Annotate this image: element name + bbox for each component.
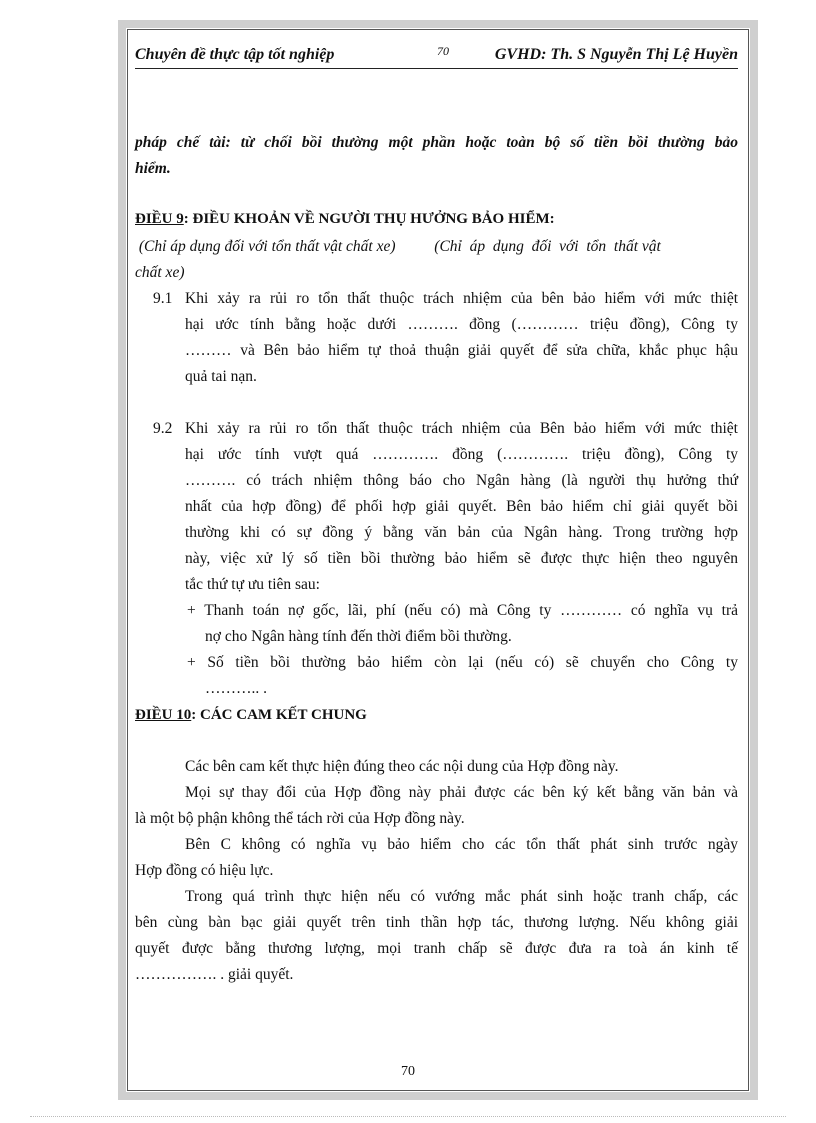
border-shadow-left [118, 20, 126, 1100]
article-10-para-2-line-1: Mọi sự thay đổi của Hợp đồng này phải được các bên ký kết bằng văn bản và [185, 784, 738, 801]
header-supervisor: GVHD: Th. S Nguyễn Thị Lệ Huyền [494, 46, 738, 63]
item-9-2-line-3: ………. có trách nhiệm thông báo cho Ngân hàng (là người thụ hưởng thứ [185, 472, 738, 489]
bullet-1-line-2: nợ cho Ngân hàng tính đến thời điểm bồi thường. [205, 628, 512, 645]
item-9-1-line-4: quả tai nạn. [185, 368, 257, 385]
article-9-note-line-2: chất xe) [135, 264, 185, 281]
article-10-label: ĐIỀU 10 [135, 707, 192, 723]
item-9-1-line-1: Khi xảy ra rủi ro tổn thất thuộc trách nhiệm của bên bảo hiểm với mức thiệt [185, 290, 738, 307]
intro-line-1: pháp chế tài: từ chối bồi thường một phần hoặc toàn bộ số tiền bồi thường bảo [135, 134, 738, 151]
article-10-para-1: Các bên cam kết thực hiện đúng theo các nội dung của Hợp đồng này. [185, 758, 619, 775]
article-9-label: ĐIỀU 9 [135, 211, 184, 227]
article-10-para-2-line-2: là một bộ phận không thể tách rời của Hợp đồng này. [135, 810, 465, 827]
item-9-2-line-7: tắc thứ tự ưu tiên sau: [185, 576, 320, 593]
bullet-2-line-2: ……….. . [205, 680, 267, 697]
article-10-para-4-line-1: Trong quá trình thực hiện nếu có vướng mắc phát sinh hoặc tranh chấp, các [185, 888, 738, 905]
item-9-2-line-2: hại ước tính vượt quá …………. đồng (…………. triệu đồng), Công ty [185, 446, 738, 463]
item-9-1-line-3: ……… và Bên bảo hiểm tự thoả thuận giải quyết để sửa chữa, khắc phục hậu [185, 342, 738, 359]
header-title: Chuyên đề thực tập tốt nghiệp [135, 46, 335, 63]
article-10-para-3-line-1: Bên C không có nghĩa vụ bảo hiểm cho các tổn thất phát sinh trước ngày [185, 836, 738, 853]
article-10-para-4-line-4: ……………. . giải quyết. [135, 966, 294, 983]
item-9-2-line-4: nhất của hợp đồng) để phối hợp giải quyết. Bên bảo hiểm chỉ giải quyết bồi [185, 498, 738, 515]
article-10-title: : CÁC CAM KẾT CHUNG [191, 707, 367, 723]
bullet-2-line-1: + Số tiền bồi thường bảo hiểm còn lại (nếu có) sẽ chuyển cho Công ty [187, 654, 738, 671]
header-page-number: 70 [437, 44, 449, 58]
running-header [135, 44, 738, 68]
item-9-1-number: 9.1 [153, 290, 173, 307]
intro-line-2: hiểm. [135, 160, 171, 177]
footer-page-number: 70 [401, 1064, 415, 1079]
page-break-dotted-line [30, 1116, 786, 1117]
border-shadow-bottom [118, 1092, 758, 1100]
header-rule [135, 68, 738, 69]
item-9-2-line-5: thường khi có sự đồng ý bằng văn bản của Ngân hàng. Trong trường hợp [185, 524, 738, 541]
item-9-2-line-1: Khi xảy ra rủi ro tổn thất thuộc trách nhiệm của Bên bảo hiểm với mức thiệt [185, 420, 738, 437]
article-9-note-line-1: (Chỉ áp dụng đối với tổn thất vật chất xe) (Chỉ áp dụng đối với tổn thất vật [135, 238, 661, 255]
article-10-para-4-line-2: bên cùng bàn bạc giải quyết trên tinh thần hợp tác, thương lượng. Nếu không giải [135, 914, 738, 931]
border-shadow-top [118, 20, 758, 28]
article-10-para-3-line-2: Hợp đồng có hiệu lực. [135, 862, 274, 879]
item-9-1-line-2: hại ước tính bằng hoặc dưới ………. đồng (………… triệu đồng), Công ty [185, 316, 738, 333]
article-10-para-4-line-3: quyết được bằng thương lượng, mọi tranh chấp sẽ được đưa ra toà án kinh tế [135, 940, 738, 957]
bullet-1-line-1: + Thanh toán nợ gốc, lãi, phí (nếu có) mà Công ty ………… có nghĩa vụ trả [187, 602, 738, 619]
article-9-title: : ĐIỀU KHOẢN VỀ NGƯỜI THỤ HƯỞNG BẢO HIỂM: [183, 211, 555, 227]
article-10-heading [135, 702, 738, 728]
item-9-2-number: 9.2 [153, 420, 173, 437]
item-9-2-line-6: này, việc xử lý số tiền bồi thường bảo hiểm sẽ được thực hiện theo nguyên [185, 550, 738, 567]
border-shadow-right [750, 20, 758, 1100]
article-9-heading [135, 206, 738, 232]
